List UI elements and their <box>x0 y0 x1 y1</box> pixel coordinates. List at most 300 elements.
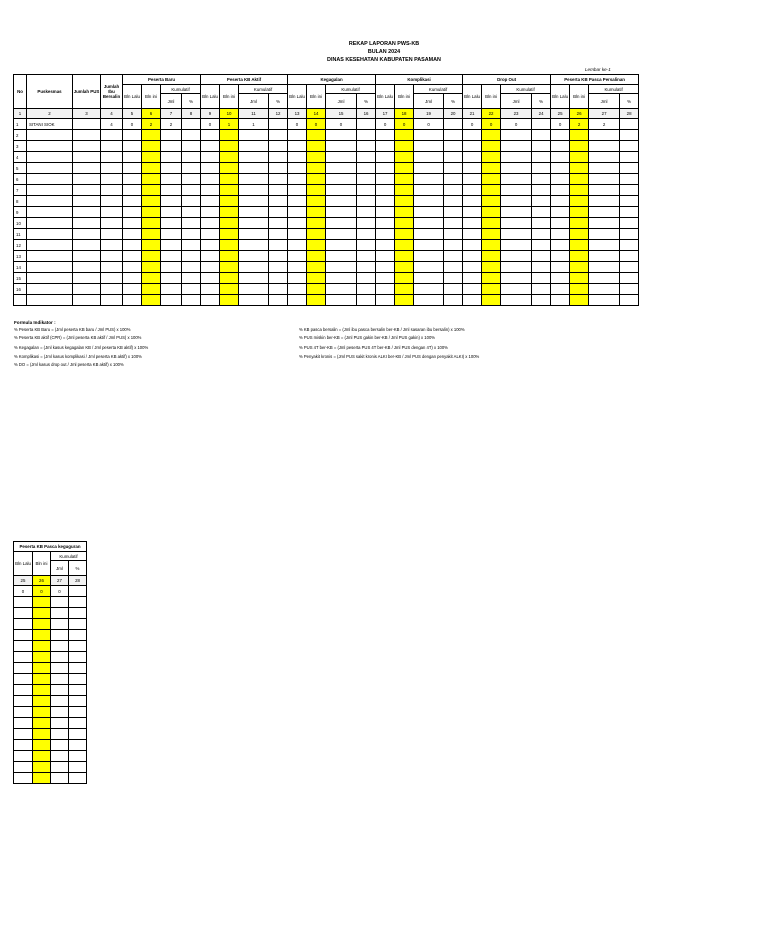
table-row <box>14 251 639 262</box>
row-value <box>33 641 51 652</box>
row-value <box>620 240 639 251</box>
row-value <box>307 295 326 306</box>
row-value <box>269 262 288 273</box>
row-value <box>589 141 620 152</box>
row-value <box>51 707 69 718</box>
row-value <box>269 240 288 251</box>
row-value <box>532 163 551 174</box>
column-number: 11 <box>239 109 269 119</box>
row-value <box>239 141 269 152</box>
row-value <box>33 762 51 773</box>
row-value <box>33 773 51 784</box>
row-value: 0 <box>288 119 307 130</box>
row-value <box>123 273 142 284</box>
row-value <box>551 284 570 295</box>
row-value <box>33 685 51 696</box>
row-value <box>395 273 414 284</box>
row-value <box>288 196 307 207</box>
row-value <box>142 262 161 273</box>
row-value <box>201 185 220 196</box>
row-value <box>414 240 444 251</box>
row-value <box>101 295 123 306</box>
row-value <box>14 718 33 729</box>
row-puskesmas <box>27 295 73 306</box>
row-value <box>414 207 444 218</box>
row-value <box>201 295 220 306</box>
row-value <box>482 262 501 273</box>
row-number: 13 <box>14 251 27 262</box>
row-value <box>501 163 532 174</box>
row-value <box>51 652 69 663</box>
row-value <box>51 608 69 619</box>
header-group: Drop Out <box>463 75 551 85</box>
header-bln-lalu: Bln Lalu <box>201 85 220 109</box>
row-value <box>161 240 182 251</box>
row-value <box>51 773 69 784</box>
row-value <box>123 174 142 185</box>
row-value <box>161 284 182 295</box>
row-value <box>307 262 326 273</box>
row-value <box>482 273 501 284</box>
row-value <box>182 130 201 141</box>
table-row <box>14 740 87 751</box>
header-no: No <box>14 75 27 109</box>
row-value <box>326 174 357 185</box>
row-value <box>288 273 307 284</box>
row-value <box>142 273 161 284</box>
row-value <box>532 262 551 273</box>
row-value <box>551 141 570 152</box>
row-value <box>551 251 570 262</box>
row-value <box>73 295 101 306</box>
row-value <box>142 240 161 251</box>
table-row <box>14 597 87 608</box>
row-value <box>589 152 620 163</box>
report-title: REKAP LAPORAN PWS-KB <box>348 41 420 47</box>
table-row <box>14 641 87 652</box>
row-value <box>220 163 239 174</box>
row-value <box>307 174 326 185</box>
row-value <box>33 696 51 707</box>
sheet-label: Lembar ke-1 <box>585 67 611 72</box>
table-row <box>14 762 87 773</box>
row-value: 0 <box>376 119 395 130</box>
row-value <box>532 207 551 218</box>
row-value: 0 <box>414 119 444 130</box>
row-value <box>101 240 123 251</box>
header-percent: % <box>182 94 201 109</box>
row-value <box>161 273 182 284</box>
column-number: 28 <box>69 576 87 586</box>
row-value <box>376 163 395 174</box>
row-value <box>33 729 51 740</box>
row-value <box>551 229 570 240</box>
column-number: 26 <box>33 576 51 586</box>
table-row <box>14 707 87 718</box>
row-value <box>51 696 69 707</box>
table-row <box>14 141 639 152</box>
column-number: 25 <box>14 576 33 586</box>
row-value <box>326 251 357 262</box>
row-value <box>220 262 239 273</box>
row-value: 0 <box>33 586 51 597</box>
row-value <box>414 295 444 306</box>
row-value <box>142 251 161 262</box>
row-value <box>123 218 142 229</box>
row-value <box>201 240 220 251</box>
row-value <box>161 141 182 152</box>
header-group: Peserta KB Pasca Persalinan <box>551 75 639 85</box>
header-bln-ini: Bln ini <box>395 85 414 109</box>
row-value <box>288 251 307 262</box>
row-value <box>182 284 201 295</box>
row-value <box>182 152 201 163</box>
row-value <box>620 174 639 185</box>
row-value <box>357 152 376 163</box>
row-value <box>570 152 589 163</box>
header-group: Kegagalan <box>288 75 376 85</box>
row-value: 0 <box>463 119 482 130</box>
row-value <box>14 619 33 630</box>
row-value <box>142 196 161 207</box>
row-value <box>532 273 551 284</box>
row-value <box>501 262 532 273</box>
row-value: 2 <box>142 119 161 130</box>
row-value <box>73 152 101 163</box>
row-value <box>123 141 142 152</box>
row-value <box>444 273 463 284</box>
row-value <box>482 196 501 207</box>
table-row <box>14 630 87 641</box>
row-value <box>482 185 501 196</box>
row-value <box>201 273 220 284</box>
row-value <box>101 130 123 141</box>
row-value <box>307 284 326 295</box>
row-value <box>182 295 201 306</box>
formula-line: % DO = (Jml kasus drop out / Jml peserta KB aktif) x 100% <box>14 362 124 367</box>
row-value <box>161 185 182 196</box>
row-value <box>182 207 201 218</box>
row-value <box>239 130 269 141</box>
header-puskesmas: Puskesmas <box>27 75 73 109</box>
header-bln-ini: Bln ini <box>220 85 239 109</box>
formula-line: % Penyakit kronis = (Jml PUS sakit kronis ALKI ber-KB / Jml PUS dengan penyakit ALKI) x 100% <box>299 354 480 359</box>
row-value <box>482 174 501 185</box>
row-number: 14 <box>14 262 27 273</box>
row-value <box>570 284 589 295</box>
row-value <box>220 141 239 152</box>
row-value <box>220 218 239 229</box>
row-value <box>532 119 551 130</box>
row-value <box>444 240 463 251</box>
row-value <box>395 262 414 273</box>
row-value <box>551 163 570 174</box>
row-value <box>220 174 239 185</box>
row-value: 0 <box>123 119 142 130</box>
row-value <box>142 284 161 295</box>
row-value <box>123 229 142 240</box>
row-value <box>307 251 326 262</box>
row-value <box>395 130 414 141</box>
row-value <box>395 174 414 185</box>
row-value <box>142 141 161 152</box>
row-value <box>142 295 161 306</box>
row-value: 2 <box>570 119 589 130</box>
row-value <box>161 174 182 185</box>
row-value <box>570 207 589 218</box>
column-number: 28 <box>620 109 639 119</box>
row-value <box>326 240 357 251</box>
row-value <box>14 729 33 740</box>
row-value <box>182 229 201 240</box>
row-value <box>161 218 182 229</box>
row-value <box>463 273 482 284</box>
row-value: 1 <box>239 119 269 130</box>
header-bln-ini: Bln ini <box>307 85 326 109</box>
row-value <box>201 207 220 218</box>
row-value <box>239 240 269 251</box>
row-puskesmas <box>27 163 73 174</box>
table-row <box>14 207 639 218</box>
column-number: 8 <box>182 109 201 119</box>
row-value <box>463 251 482 262</box>
row-value <box>357 207 376 218</box>
row-value <box>570 262 589 273</box>
row-number: 12 <box>14 240 27 251</box>
table-row <box>14 130 639 141</box>
row-value <box>570 174 589 185</box>
row-value <box>201 174 220 185</box>
row-value <box>51 718 69 729</box>
row-value <box>395 163 414 174</box>
row-value <box>239 229 269 240</box>
column-number: 12 <box>269 109 288 119</box>
row-value <box>182 262 201 273</box>
row-puskesmas <box>27 251 73 262</box>
row-value <box>326 262 357 273</box>
row-value <box>51 641 69 652</box>
row-value <box>307 196 326 207</box>
row-value <box>589 196 620 207</box>
row-value <box>414 284 444 295</box>
row-puskesmas <box>27 141 73 152</box>
column-number: 21 <box>463 109 482 119</box>
row-value <box>395 196 414 207</box>
column-number: 27 <box>589 109 620 119</box>
row-value <box>395 141 414 152</box>
row-value <box>620 262 639 273</box>
row-value <box>570 141 589 152</box>
row-number: 6 <box>14 174 27 185</box>
row-value <box>182 174 201 185</box>
row-value <box>101 174 123 185</box>
row-value <box>532 240 551 251</box>
table-row <box>14 185 639 196</box>
row-value <box>463 130 482 141</box>
column-number: 5 <box>123 109 142 119</box>
row-value <box>69 740 87 751</box>
row-value <box>570 196 589 207</box>
row-value <box>414 130 444 141</box>
row-value <box>69 696 87 707</box>
small-header-jml: Jml <box>51 561 69 576</box>
row-value <box>376 196 395 207</box>
row-value <box>239 251 269 262</box>
row-value <box>589 130 620 141</box>
row-value <box>326 130 357 141</box>
row-value <box>376 207 395 218</box>
row-value <box>14 762 33 773</box>
row-value <box>551 196 570 207</box>
row-value <box>532 174 551 185</box>
row-value <box>269 284 288 295</box>
row-value <box>357 185 376 196</box>
row-value <box>570 130 589 141</box>
row-value <box>395 152 414 163</box>
row-value <box>620 229 639 240</box>
row-value <box>239 262 269 273</box>
column-number: 17 <box>376 109 395 119</box>
table-row <box>14 696 87 707</box>
row-value <box>220 240 239 251</box>
table-row <box>14 751 87 762</box>
row-value <box>201 163 220 174</box>
row-value: 0 <box>501 119 532 130</box>
row-value <box>142 229 161 240</box>
row-value: 2 <box>161 119 182 130</box>
column-number: 4 <box>101 109 123 119</box>
row-value <box>501 273 532 284</box>
small-header-kumulatif: Kumulatif <box>51 552 87 561</box>
row-value <box>33 652 51 663</box>
row-value <box>73 141 101 152</box>
row-value <box>123 130 142 141</box>
row-value <box>51 597 69 608</box>
row-value <box>589 163 620 174</box>
row-value <box>463 185 482 196</box>
header-bln-lalu: Bln Lalu <box>463 85 482 109</box>
row-value <box>101 218 123 229</box>
row-value <box>376 130 395 141</box>
row-value <box>220 185 239 196</box>
row-value <box>551 207 570 218</box>
header-bln-ini: Bln ini <box>570 85 589 109</box>
row-value <box>589 240 620 251</box>
row-value <box>532 229 551 240</box>
row-value <box>414 185 444 196</box>
row-value <box>33 751 51 762</box>
row-value <box>239 295 269 306</box>
header-group: Komplikasi <box>376 75 463 85</box>
row-value <box>589 218 620 229</box>
row-value <box>269 185 288 196</box>
row-value <box>463 240 482 251</box>
row-value <box>69 707 87 718</box>
header-percent: % <box>269 94 288 109</box>
row-value <box>69 630 87 641</box>
row-value <box>33 597 51 608</box>
column-number-row <box>14 109 639 119</box>
row-value <box>101 163 123 174</box>
row-value <box>69 619 87 630</box>
row-value <box>395 229 414 240</box>
row-value <box>101 185 123 196</box>
row-value <box>589 284 620 295</box>
row-value <box>414 229 444 240</box>
row-number: 2 <box>14 130 27 141</box>
row-value <box>307 163 326 174</box>
row-value <box>220 130 239 141</box>
column-number: 14 <box>307 109 326 119</box>
row-value <box>69 718 87 729</box>
column-number: 20 <box>444 109 463 119</box>
row-value <box>269 196 288 207</box>
row-value <box>444 284 463 295</box>
row-value <box>307 229 326 240</box>
row-value <box>395 295 414 306</box>
row-value <box>182 251 201 262</box>
row-value <box>288 229 307 240</box>
row-value <box>532 196 551 207</box>
small-header-bln-lalu: Bln Lalu <box>14 552 33 576</box>
row-value <box>620 152 639 163</box>
row-puskesmas <box>27 218 73 229</box>
row-value <box>570 185 589 196</box>
row-value <box>326 218 357 229</box>
row-value <box>482 207 501 218</box>
small-column-number-row <box>14 576 87 586</box>
row-number: 5 <box>14 163 27 174</box>
row-value: 0 <box>201 119 220 130</box>
row-value <box>161 130 182 141</box>
column-number: 9 <box>201 109 220 119</box>
row-number: 7 <box>14 185 27 196</box>
row-value <box>14 696 33 707</box>
row-value <box>269 119 288 130</box>
row-value <box>376 262 395 273</box>
row-value <box>463 207 482 218</box>
header-jumlah-ibu-bersalin: Jumlah Ibu Bersalin <box>101 75 123 109</box>
row-value <box>269 229 288 240</box>
column-number: 1 <box>14 109 27 119</box>
row-value <box>269 273 288 284</box>
row-value <box>444 174 463 185</box>
row-value <box>239 218 269 229</box>
row-value <box>269 295 288 306</box>
row-value <box>201 262 220 273</box>
row-value <box>620 295 639 306</box>
row-value <box>201 218 220 229</box>
header-jml: Jml <box>239 94 269 109</box>
row-value <box>463 174 482 185</box>
row-value <box>239 196 269 207</box>
row-value <box>142 152 161 163</box>
row-value <box>570 240 589 251</box>
table-row <box>14 119 639 130</box>
row-value <box>501 141 532 152</box>
header-group: Peserta Baru <box>123 75 201 85</box>
row-value <box>182 240 201 251</box>
row-value <box>444 141 463 152</box>
row-value <box>326 295 357 306</box>
row-value <box>570 295 589 306</box>
row-value <box>395 240 414 251</box>
row-value <box>123 207 142 218</box>
header-kumulatif: Kumulatif <box>161 85 201 94</box>
report-period: BULAN 2024 <box>367 49 401 55</box>
column-number: 2 <box>27 109 73 119</box>
row-value <box>73 119 101 130</box>
